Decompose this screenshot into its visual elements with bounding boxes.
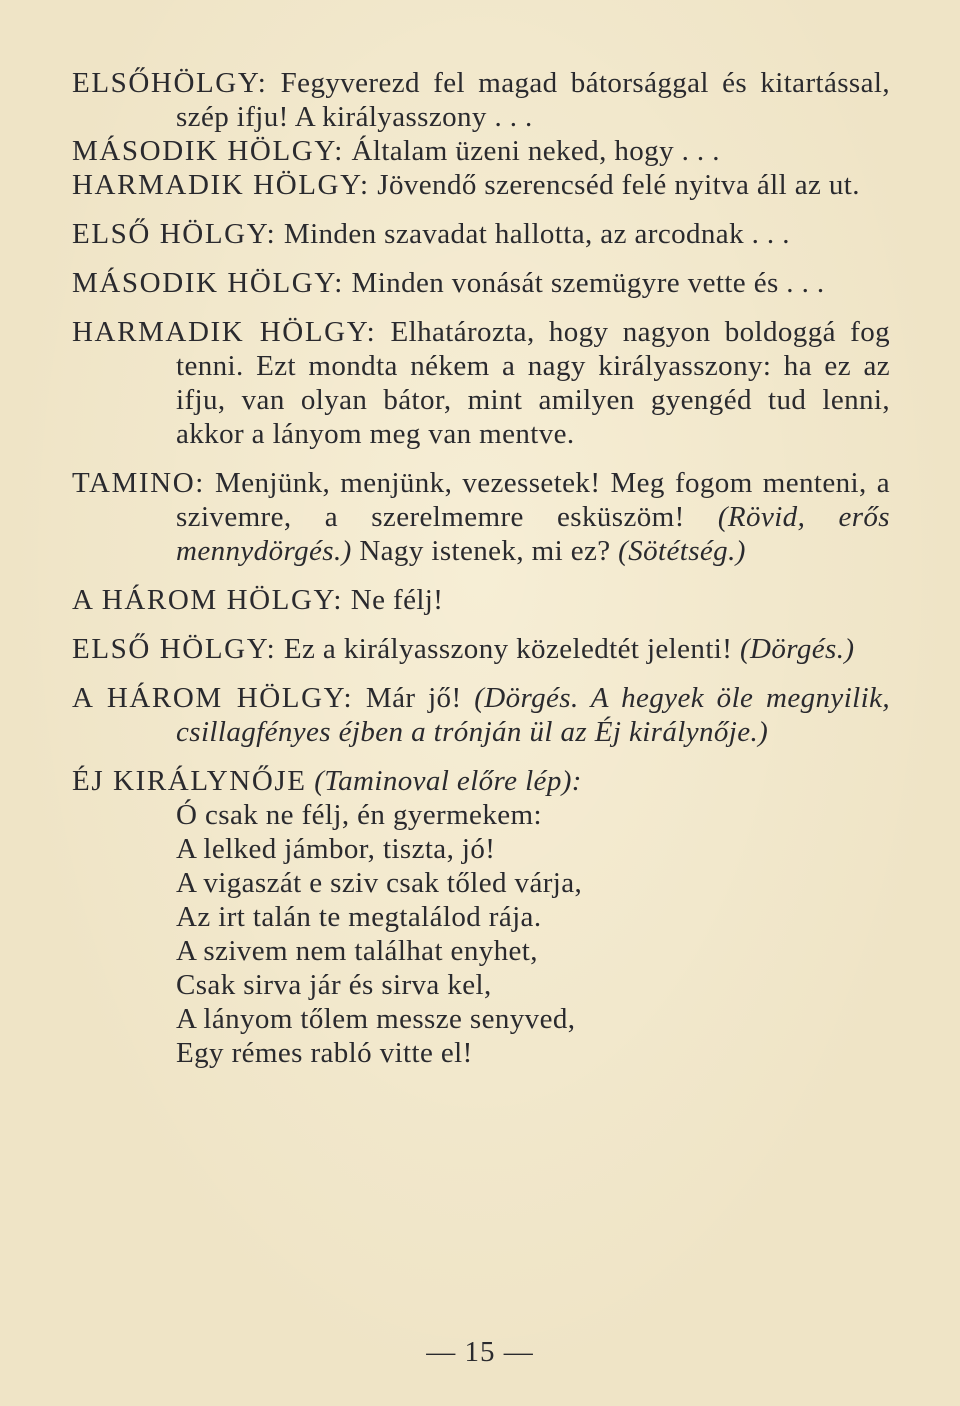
speaker-name: A HÁROM HÖLGY: xyxy=(72,584,344,616)
verse-line: Csak sirva jár és sirva kel, xyxy=(176,969,492,1001)
dialogue-text: Nagy istenek, mi ez? xyxy=(351,535,619,567)
dialogue-entry xyxy=(72,315,890,451)
stage-direction: (Taminoval előre lép): xyxy=(306,765,582,797)
dialogue-text: Minden szavadat hallotta, az arcodnak . . . xyxy=(276,218,790,250)
dialogue-entry xyxy=(72,764,890,798)
verse-line: A lelked jámbor, tiszta, jó! xyxy=(176,833,496,865)
stage-direction: (Dörgés.) xyxy=(739,633,855,665)
dialogue-entry xyxy=(72,217,890,251)
dialogue-entry xyxy=(72,632,890,666)
dialogue-entry xyxy=(72,168,890,202)
dialogue-text: Fegyverezd fel magad bátorsággal és kitartással, szép ifju! A királyasszony . . . xyxy=(176,67,890,133)
verse-line: A lányom tőlem messze senyved, xyxy=(176,1003,576,1035)
verse-line: A szivem nem találhat enyhet, xyxy=(176,935,538,967)
verse-block xyxy=(72,798,890,1070)
page-text xyxy=(72,66,890,1070)
dialogue-entry xyxy=(72,583,890,617)
speaker-name: ELSŐ HÖLGY: xyxy=(72,633,277,665)
dialogue-text: Minden vonását szemügyre vette és . . . xyxy=(343,267,825,299)
dialogue-entry xyxy=(72,466,890,568)
verse-line: Ó csak ne félj, én gyermekem: xyxy=(176,799,542,831)
dialogue-entry xyxy=(72,266,890,300)
dialogue-text: Menjünk, menjünk, vezessetek! Meg fogom menteni, a szivemre, a szerelmemre esküszöm! xyxy=(176,467,890,533)
dialogue-text: Ne félj! xyxy=(343,584,444,616)
dialogue-entry xyxy=(72,66,890,134)
stage-direction: (Rövid, erős mennydörgés.) xyxy=(176,501,890,567)
stage-direction: (Sötétség.) xyxy=(618,535,746,567)
dialogue-text: Általam üzeni neked, hogy . . . xyxy=(343,135,720,167)
dialogue-entry xyxy=(72,681,890,749)
speaker-name: TAMINO: xyxy=(72,467,205,499)
speaker-name: ELSŐHÖLGY: xyxy=(72,67,268,99)
page-number: — 15 — xyxy=(426,1336,534,1368)
speaker-name: MÁSODIK HÖLGY: xyxy=(72,267,344,299)
dialogue-text: Már jő! xyxy=(353,682,475,714)
speaker-name: HARMADIK HÖLGY: xyxy=(72,316,377,348)
dialogue-entry xyxy=(72,134,890,168)
verse-line: Egy rémes rabló vitte el! xyxy=(176,1037,473,1069)
dialogue-text: Elhatározta, hogy nagyon boldoggá fog tenni. Ezt mondta nékem a nagy királyasszony: ha ez az ifju, van olyan bátor, mint amilyen gyengéd tud lenni, akkor a lányom meg van mentve. xyxy=(176,316,890,450)
speaker-name: MÁSODIK HÖLGY: xyxy=(72,135,344,167)
stage-direction: (Dörgés. A hegyek öle megnyilik, csillagfényes éjben a trónján ül az Éj királynője.) xyxy=(176,682,890,748)
speaker-name: HARMADIK HÖLGY: xyxy=(72,169,370,201)
verse-line: Az irt talán te megtalálod rája. xyxy=(176,901,542,933)
speaker-name: ELSŐ HÖLGY: xyxy=(72,218,277,250)
dialogue-text: Ez a királyasszony közeledtét jelenti! xyxy=(276,633,740,665)
verse-line: A vigaszát e sziv csak tőled várja, xyxy=(176,867,583,899)
speaker-name: ÉJ KIRÁLYNŐJE xyxy=(72,765,307,797)
dialogue-text: Jövendő szerencséd felé nyitva áll az ut. xyxy=(369,169,860,201)
speaker-name: A HÁROM HÖLGY: xyxy=(72,682,354,714)
